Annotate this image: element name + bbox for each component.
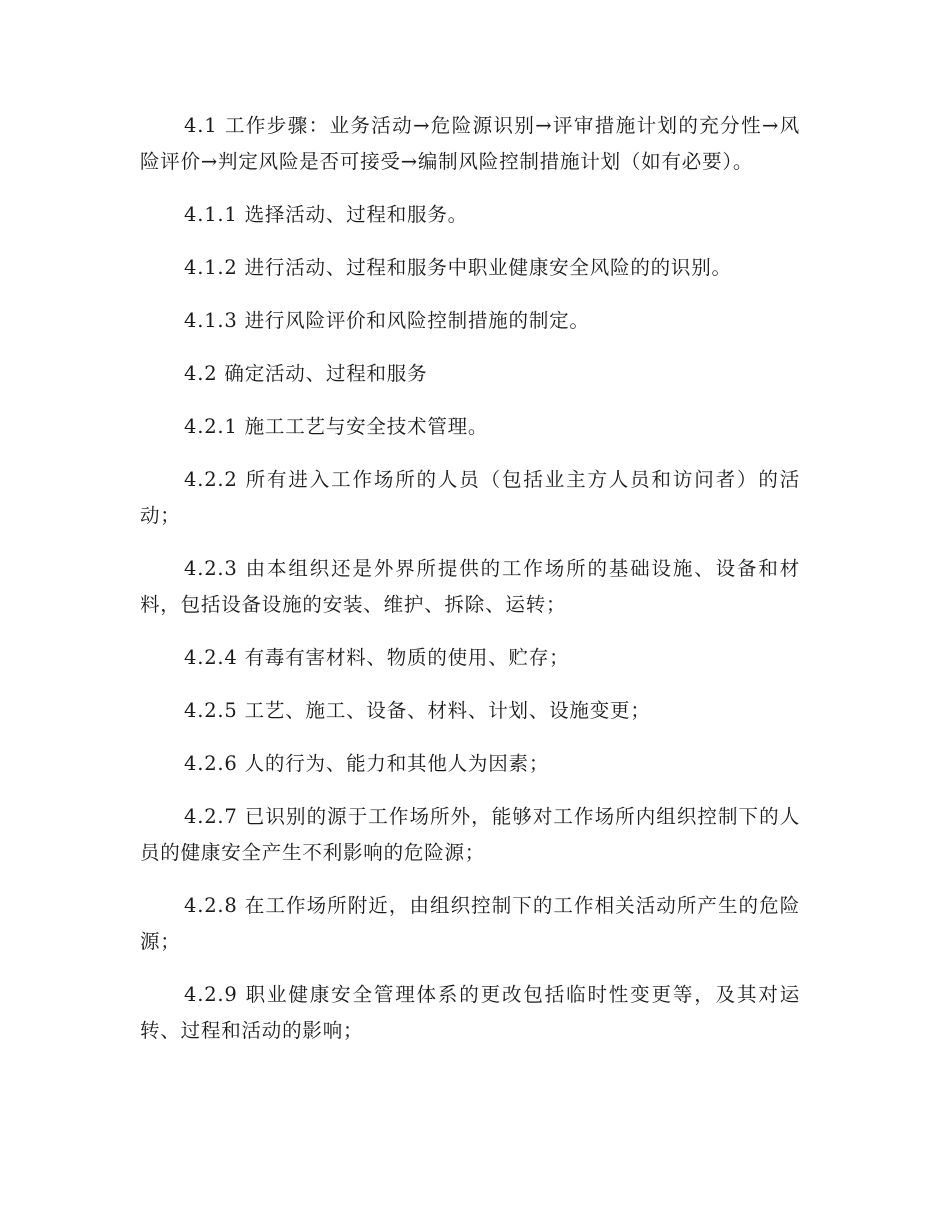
- paragraph-4-2-7: 4.2.7 已识别的源于工作场所外，能够对工作场所内组织控制下的人员的健康安全产生不利影响的危险源；: [140, 805, 800, 864]
- paragraph-4-2-4: 4.2.4 有毒有害材料、物质的使用、贮存；: [184, 646, 570, 669]
- paragraph-4-1: 4.1 工作步骤：业务活动→危险源识别→评审措施计划的充分性→风险评价→判定风险是否可接受→编制风险控制措施计划（如有必要）。: [140, 114, 800, 173]
- paragraph-4-1-3: 4.1.3 进行风险评价和风险控制措施的制定。: [184, 309, 590, 332]
- paragraph-4-2-9: 4.2.9 职业健康安全管理体系的更改包括临时性变更等，及其对运转、过程和活动的影响；: [140, 983, 800, 1042]
- paragraph-4-1-2: 4.1.2 进行活动、过程和服务中职业健康安全风险的的识别。: [184, 256, 732, 279]
- paragraph-4-1-1: 4.1.1 选择活动、过程和服务。: [184, 203, 468, 226]
- paragraph-4-2-6: 4.2.6 人的行为、能力和其他人为因素；: [184, 752, 550, 775]
- paragraph-4-2: 4.2 确定活动、过程和服务: [184, 362, 428, 385]
- paragraph-4-2-1: 4.2.1 施工工艺与安全技术管理。: [184, 415, 489, 438]
- paragraph-4-2-2: 4.2.2 所有进入工作场所的人员（包括业主方人员和访问者）的活动；: [140, 468, 800, 527]
- paragraph-4-2-5: 4.2.5 工艺、施工、设备、材料、计划、设施变更；: [184, 699, 651, 722]
- paragraph-4-2-8: 4.2.8 在工作场所附近，由组织控制下的工作相关活动所产生的危险源；: [140, 894, 800, 953]
- document-body: [140, 108, 800, 1066]
- paragraph-4-2-3: 4.2.3 由本组织还是外界所提供的工作场所的基础设施、设备和材料，包括设备设施的安装、维护、拆除、运转；: [140, 557, 800, 616]
